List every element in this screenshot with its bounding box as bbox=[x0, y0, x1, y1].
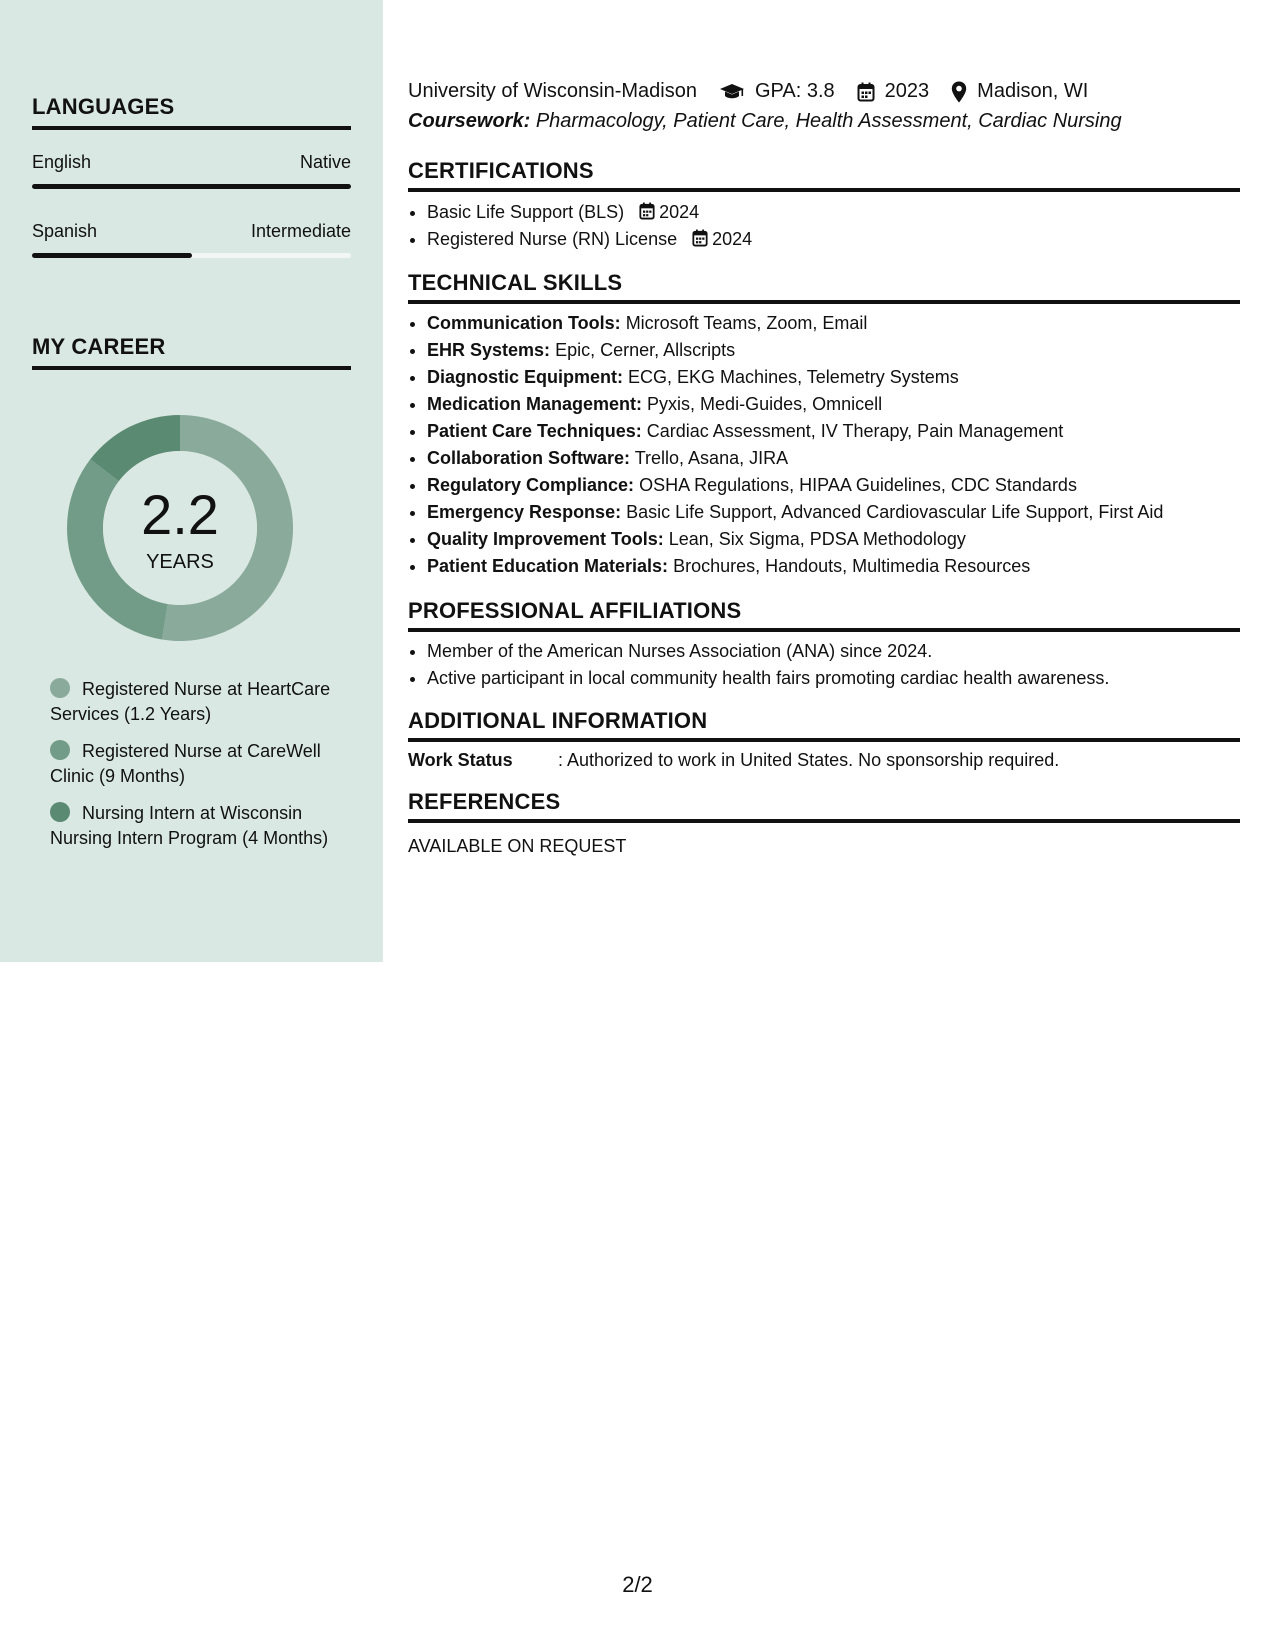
career-heading: MY CAREER bbox=[32, 334, 351, 370]
legend-dot-icon bbox=[50, 802, 70, 822]
language-level: Intermediate bbox=[250, 221, 351, 241]
skill-label: Quality Improvement Tools: bbox=[427, 529, 664, 549]
skill-label: EHR Systems: bbox=[427, 340, 551, 360]
work-status-row bbox=[408, 750, 1059, 771]
career-legend-label: Registered Nurse at CareWell Clinic (9 Months) bbox=[50, 741, 321, 786]
references-heading: REFERENCES bbox=[408, 789, 1240, 823]
graduation-year: 2023 bbox=[884, 80, 930, 102]
calendar-icon bbox=[692, 229, 708, 247]
career-donut-chart bbox=[67, 415, 293, 641]
list-item bbox=[427, 526, 1240, 553]
skill-label: Patient Care Techniques: bbox=[427, 421, 642, 441]
skill-value: Epic, Cerner, Allscripts bbox=[555, 340, 736, 360]
skill-value: Basic Life Support, Advanced Cardiovascular Life Support, First Aid bbox=[626, 502, 1164, 522]
certification-name: Registered Nurse (RN) License bbox=[427, 229, 678, 249]
list-item bbox=[427, 310, 1240, 337]
list-item bbox=[427, 553, 1240, 580]
list-item bbox=[427, 499, 1240, 526]
legend-dot-icon bbox=[50, 678, 70, 698]
list-item: • Active participant in local community health fairs promoting cardiac health awareness. bbox=[427, 665, 1240, 692]
skill-value: Microsoft Teams, Zoom, Email bbox=[625, 313, 868, 333]
page-number: 2/2 bbox=[622, 1572, 653, 1597]
career-legend-item bbox=[50, 739, 340, 788]
language-bar-spanish bbox=[32, 253, 351, 258]
certification-year: 2024 bbox=[659, 202, 700, 222]
coursework-text: Pharmacology, Patient Care, Health Assessment, Cardiac Nursing bbox=[535, 110, 1122, 132]
skill-label: Emergency Response: bbox=[427, 502, 622, 522]
certifications-heading: CERTIFICATIONS bbox=[408, 158, 1240, 192]
list-item bbox=[427, 364, 1240, 391]
map-pin-icon bbox=[951, 81, 967, 103]
skill-value: Lean, Six Sigma, PDSA Methodology bbox=[668, 529, 966, 549]
skill-label: Patient Education Materials: bbox=[427, 556, 669, 576]
career-total-unit: YEARS bbox=[146, 551, 214, 573]
coursework-line bbox=[408, 110, 1122, 133]
donut-center bbox=[67, 415, 293, 641]
language-name: English bbox=[32, 152, 92, 172]
list-item bbox=[427, 472, 1240, 499]
skill-label: Communication Tools: bbox=[427, 313, 621, 333]
skill-value: Brochures, Handouts, Multimedia Resources bbox=[673, 556, 1031, 576]
school-location: Madison, WI bbox=[977, 80, 1089, 102]
certification-year: 2024 bbox=[712, 229, 753, 249]
list-item bbox=[427, 445, 1240, 472]
skill-label: Collaboration Software: bbox=[427, 448, 631, 468]
school-name: University of Wisconsin-Madison bbox=[408, 80, 697, 102]
skill-value: OSHA Regulations, HIPAA Guidelines, CDC Standards bbox=[639, 475, 1077, 495]
certification-name: Basic Life Support (BLS) bbox=[427, 202, 625, 222]
technical-skills-heading: TECHNICAL SKILLS bbox=[408, 270, 1240, 304]
skill-label: Regulatory Compliance: bbox=[427, 475, 635, 495]
skill-label: Medication Management: bbox=[427, 394, 643, 414]
graduation-cap-icon bbox=[719, 83, 745, 101]
sidebar bbox=[0, 0, 383, 962]
references-text: AVAILABLE ON REQUEST bbox=[408, 836, 627, 856]
work-status-value: : Authorized to work in United States. No sponsorship required. bbox=[558, 750, 1060, 770]
language-row-english bbox=[32, 152, 351, 173]
list-item bbox=[427, 391, 1240, 418]
career-legend-item bbox=[50, 677, 340, 726]
work-status-label: Work Status bbox=[408, 750, 513, 770]
skill-label: Diagnostic Equipment: bbox=[427, 367, 624, 387]
language-bar-fill bbox=[32, 184, 351, 189]
calendar-icon bbox=[639, 202, 655, 220]
language-name: Spanish bbox=[32, 221, 98, 241]
language-row-spanish bbox=[32, 221, 351, 242]
skill-value: Cardiac Assessment, IV Therapy, Pain Management bbox=[646, 421, 1064, 441]
list-item bbox=[427, 226, 1240, 253]
skill-value: Pyxis, Medi-Guides, Omnicell bbox=[647, 394, 883, 414]
gpa-text: GPA: 3.8 bbox=[754, 80, 835, 102]
list-item: • Member of the American Nurses Association (ANA) since 2024. bbox=[427, 638, 1240, 665]
list-item bbox=[427, 337, 1240, 364]
certifications-list bbox=[408, 199, 1240, 253]
list-item bbox=[427, 418, 1240, 445]
career-legend-item bbox=[50, 801, 340, 850]
language-bar-english bbox=[32, 184, 351, 189]
skill-value: ECG, EKG Machines, Telemetry Systems bbox=[628, 367, 959, 387]
skill-value: Trello, Asana, JIRA bbox=[634, 448, 789, 468]
affiliations-list bbox=[408, 638, 1240, 692]
coursework-label: Coursework: bbox=[408, 110, 531, 132]
career-legend-label: Nursing Intern at Wisconsin Nursing Intern Program (4 Months) bbox=[50, 803, 329, 848]
languages-heading: LANGUAGES bbox=[32, 94, 351, 130]
language-bar-fill bbox=[32, 253, 192, 258]
legend-dot-icon bbox=[50, 740, 70, 760]
additional-info-heading: ADDITIONAL INFORMATION bbox=[408, 708, 1240, 742]
technical-skills-list bbox=[408, 310, 1240, 580]
language-level: Native bbox=[299, 152, 351, 172]
career-legend-label: Registered Nurse at HeartCare Services (1.2 Years) bbox=[50, 679, 331, 724]
calendar-icon bbox=[857, 82, 875, 102]
education-line bbox=[408, 80, 1088, 103]
list-item bbox=[427, 199, 1240, 226]
career-total-value: 2.2 bbox=[141, 483, 219, 546]
affiliations-heading: PROFESSIONAL AFFILIATIONS bbox=[408, 598, 1240, 632]
